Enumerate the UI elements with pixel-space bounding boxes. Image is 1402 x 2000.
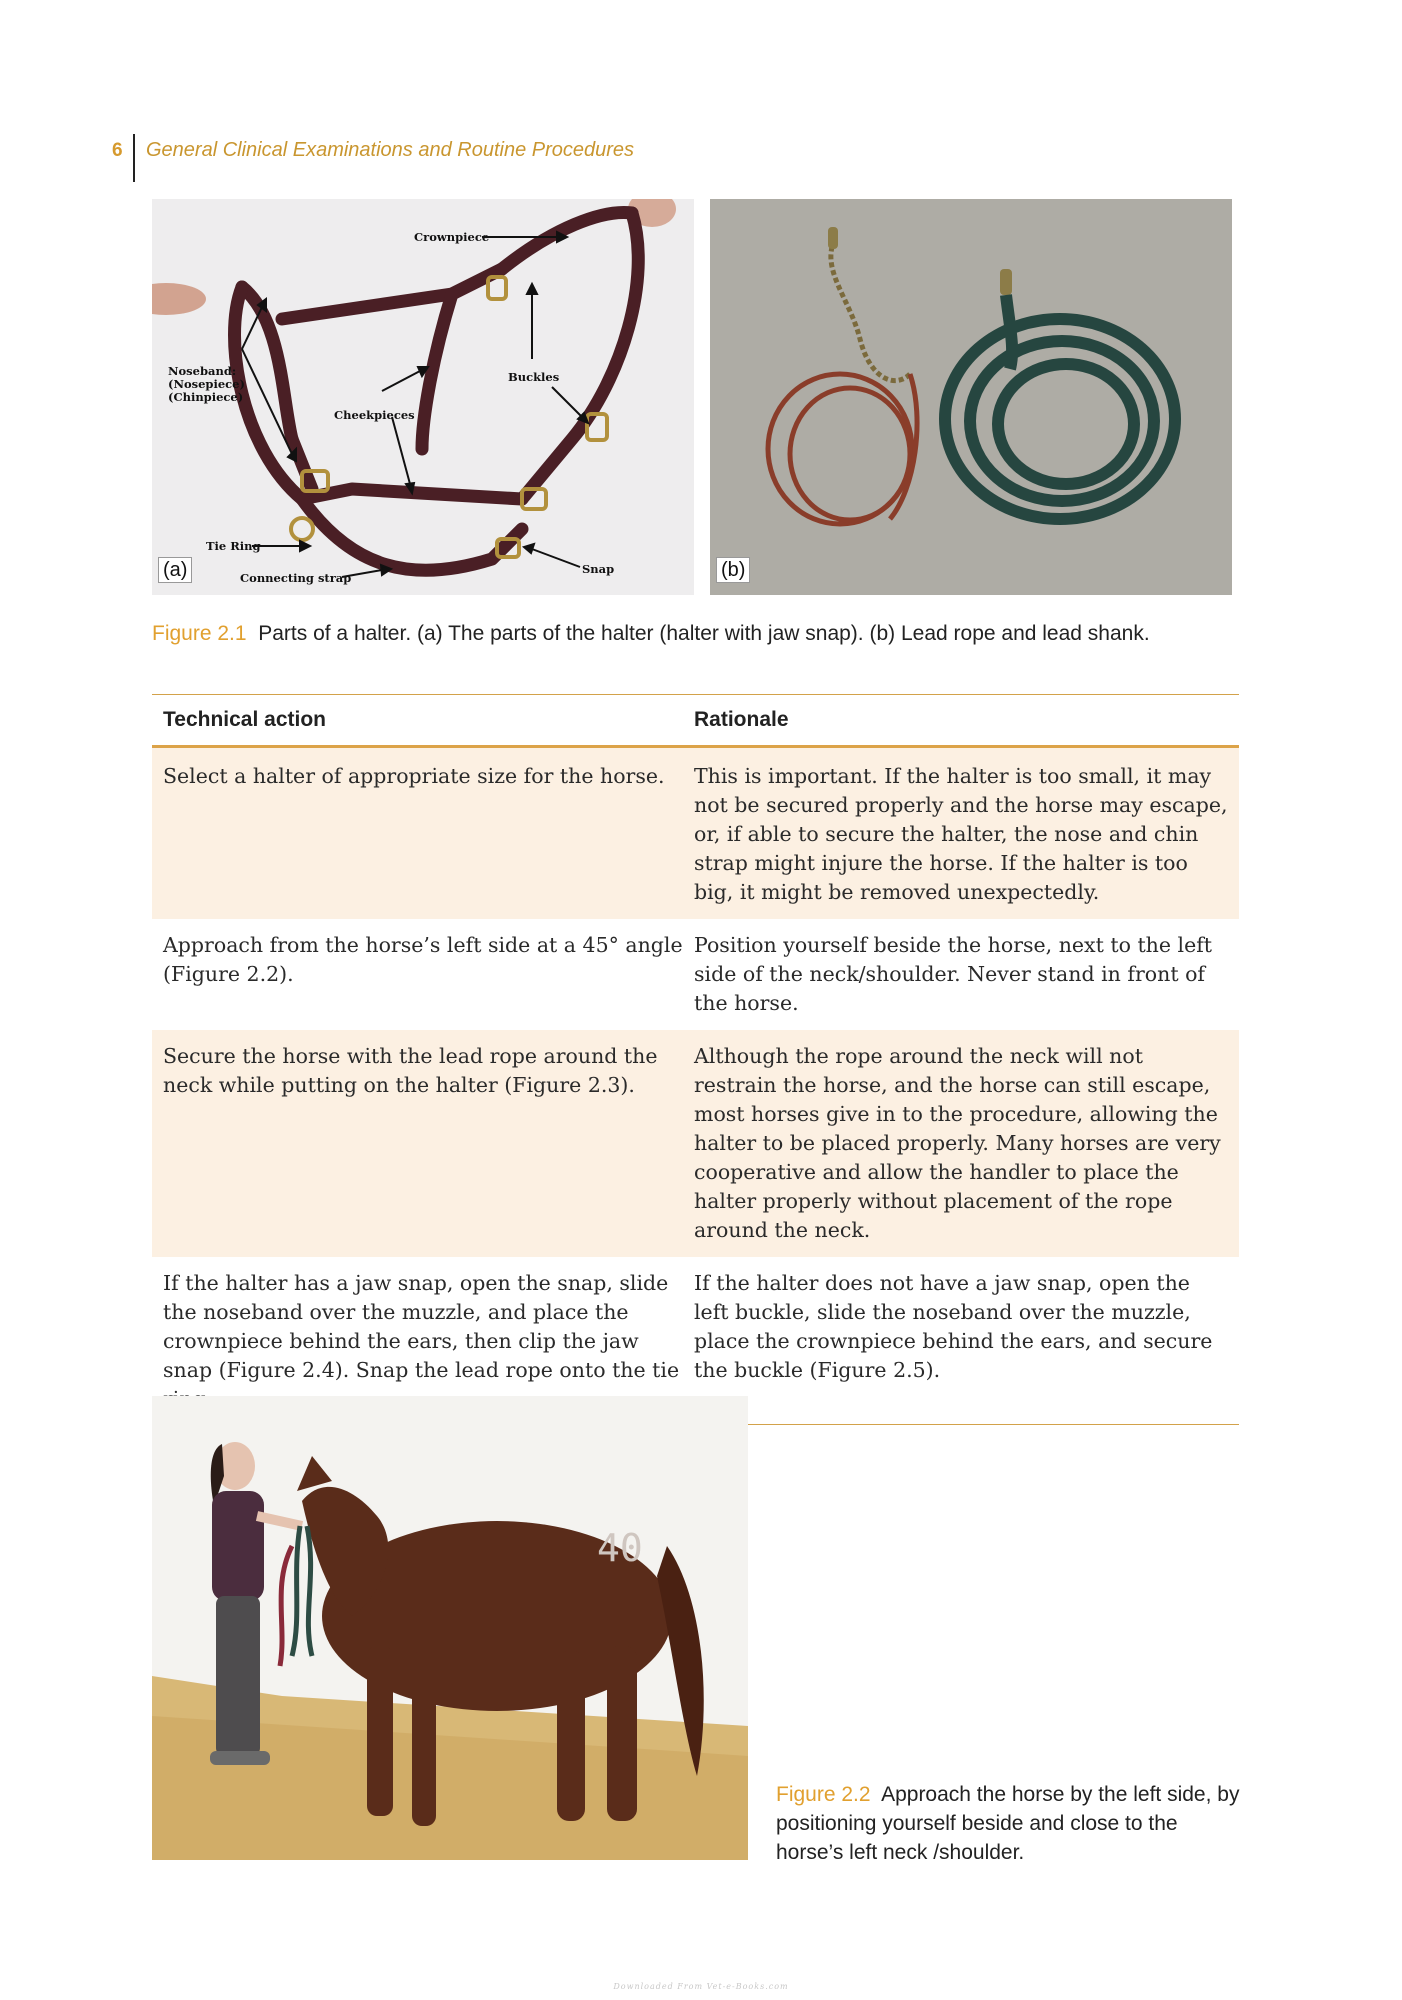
row-3-action: Secure the horse with the lead rope around the neck while putting on the halter (Figure 2.3). (163, 1044, 658, 1097)
header-divider (133, 134, 135, 182)
table-row (152, 1030, 1239, 1257)
horse-photo (152, 1396, 748, 1860)
table-row (152, 919, 1239, 1030)
panel-b-tag: (b) (716, 557, 750, 583)
figure-2-2-number: Figure 2.2 (776, 1783, 871, 1806)
figure-2-1-caption (152, 619, 1242, 648)
label-noseband: Noseband: (168, 364, 237, 378)
halter-photo (152, 199, 694, 595)
figure-2-1-panel-b (710, 199, 1232, 595)
row-4-rationale: If the halter does not have a jaw snap, open the left buckle, slide the noseband over the muzzle, place the crownpiece behind the ears, and secure the buckle (Figure 2.5). (694, 1271, 1213, 1382)
table-row (152, 748, 1239, 919)
figure-2-2-caption-text: Approach the horse by the left side, by positioning yourself beside and close to the horse’s left neck /shoulder. (776, 1783, 1240, 1864)
label-snap: Snap (582, 562, 615, 576)
label-nosepiece: (Nosepiece) (168, 377, 245, 391)
footer-watermark: Downloaded From Vet-e-Books.com (613, 1982, 789, 1991)
label-cheekpieces: Cheekpieces (334, 408, 415, 422)
row-4-action: If the halter has a jaw snap, open the snap, slide the noseband over the muzzle, and place the crownpiece behind the ears, then clip the jaw snap (Figure 2.4). Snap the lead rope onto the tie (163, 1271, 680, 1382)
figure-2-1-caption-text: Parts of a halter. (a) The parts of the halter (halter with jaw snap). (b) Lead rope and lead shank. (258, 622, 1150, 645)
label-tie-ring: Tie Ring (206, 539, 261, 553)
figure-2-2-caption (776, 1780, 1246, 1867)
row-3-rationale: Although the rope around the neck will not restrain the horse, and the horse can still escape, most horses give in to the procedure, allowing the halter to be placed properly. Many horses are very cooperative and allow the handler to place the halter properly without placement of the rope around the neck. (694, 1044, 1221, 1242)
running-title: General Clinical Examinations and Routine Procedures (146, 139, 635, 161)
horse-number: 40 (597, 1526, 643, 1570)
figure-2-1-number: Figure 2.1 (152, 622, 247, 645)
label-crownpiece: Crownpiece (414, 230, 490, 244)
figure-2-2-photo (152, 1396, 748, 1860)
lead-rope-photo (710, 199, 1232, 595)
row-2-action: Approach from the horse’s left side at a 45° angle (Figure 2.2). (163, 933, 683, 986)
label-connecting-strap: Connecting strap (240, 571, 352, 585)
page-number: 6 (112, 140, 123, 161)
row-2-rationale: Position yourself beside the horse, next to the left side of the neck/shoulder. Never stand in front of the horse. (694, 933, 1213, 1015)
label-chinpiece: (Chinpiece) (168, 390, 244, 404)
header-rationale: Rationale (694, 708, 789, 731)
figure-2-1-panel-a (152, 199, 694, 595)
procedure-table (152, 694, 1239, 1425)
panel-a-tag: (a) (158, 557, 192, 583)
table-header-row (152, 695, 1239, 748)
row-1-rationale: This is important. If the halter is too small, it may not be secured properly and the horse may escape, or, if able to secure the halter, the nose and chin strap might injure the horse. If the halter is too big, it might be removed unexpectedly. (694, 764, 1228, 904)
header-technical-action: Technical action (163, 708, 326, 731)
label-buckles: Buckles (508, 370, 560, 384)
row-1-action: Select a halter of appropriate size for the horse. (163, 764, 665, 788)
